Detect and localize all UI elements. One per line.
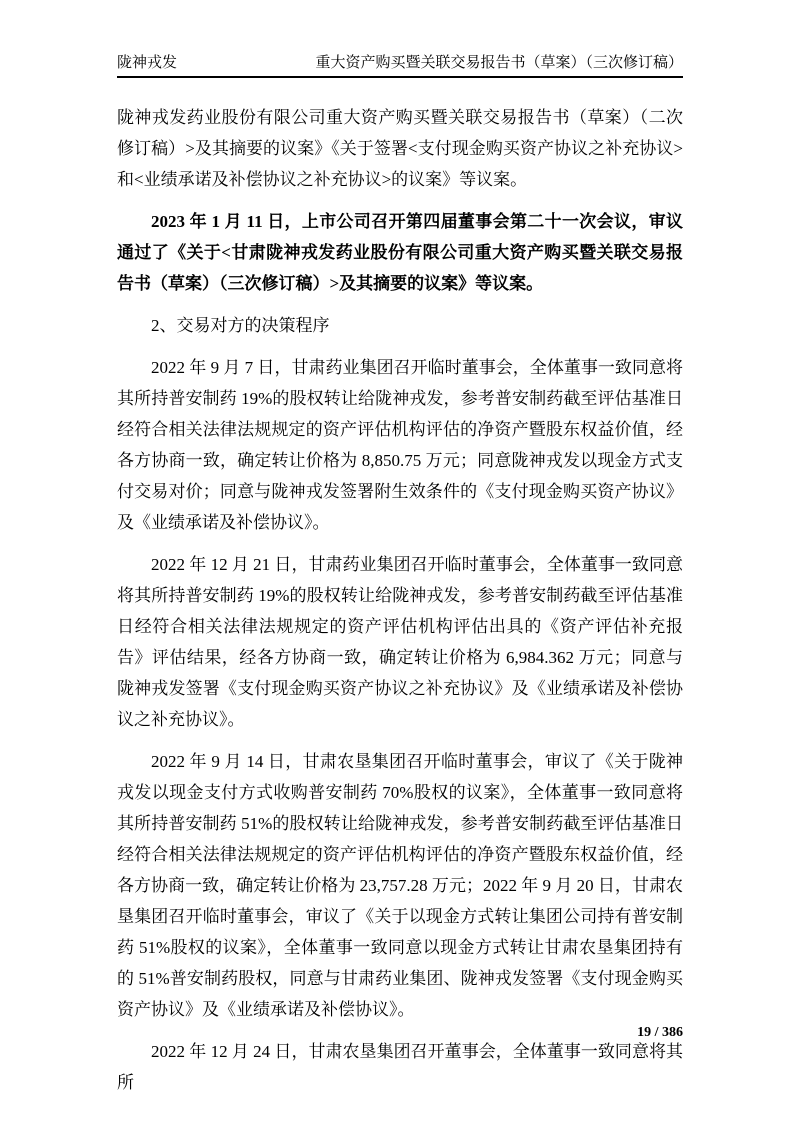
paragraph-gansu-pharma-dec21: 2022 年 12 月 21 日，甘肃药业集团召开临时董事会，全体董事一致同意将其所持普安制药 19%的股权转让给陇神戎发，参考普安制药截至评估基准日经符合相关法律法规规定的资产评估机构评估出具的《资产评估补充报告》评估结果，经各方协商一致，确定转让价格为 6,984.362 万元；同意与陇神戎发签署《支付现金购买资产协议之补充协议》及《业绩承诺及补偿协议之补充协议》。 bbox=[117, 555, 683, 729]
header-document-title: 重大资产购买暨关联交易报告书（草案）（三次修订稿） bbox=[315, 55, 683, 71]
document-body bbox=[117, 102, 683, 1098]
paragraph-bold-board-resolution: 2023 年 1 月 11 日，上市公司召开第四届董事会第二十一次会议，审议通过了《关于<甘肃陇神戎发药业股份有限公司重大资产购买暨关联交易报告书（草案）（三次修订稿）>及其摘要的议案》等议案。 bbox=[117, 212, 683, 293]
paragraph-continuation: 陇神戎发药业股份有限公司重大资产购买暨关联交易报告书（草案）（二次修订稿）>及其摘要的议案》《关于签署<支付现金购买资产协议之补充协议>和<业绩承诺及补偿协议之补充协议>的议案》等议案。 bbox=[117, 108, 683, 189]
paragraph-gansu-nongken-dec24: 2022 年 12 月 24 日，甘肃农垦集团召开董事会，全体董事一致同意将其所 bbox=[117, 1042, 683, 1092]
page-number: 19 / 386 bbox=[637, 1025, 683, 1040]
header-company-name: 陇神戎发 bbox=[117, 55, 178, 71]
paragraph-gansu-pharma-sep7: 2022 年 9 月 7 日，甘肃药业集团召开临时董事会，全体董事一致同意将其所持普安制药 19%的股权转让给陇神戎发，参考普安制药截至评估基准日经符合相关法律法规规定的资产评估机构评估的净资产暨股东权益价值，经各方协商一致，确定转让价格为 8,850.75 万元；同意陇神戎发以现金方式支付交易对价；同意与陇神戎发签署附生效条件的《支付现金购买资产协议》及《业绩承诺及补偿协议》。 bbox=[117, 358, 683, 532]
paragraph-gansu-nongken-sep14: 2022 年 9 月 14 日，甘肃农垦集团召开临时董事会，审议了《关于陇神戎发以现金支付方式收购普安制药 70%股权的议案》，全体董事一致同意将其所持普安制药 51%的股权转让给陇神戎发，参考普安制药截至评估基准日经符合相关法律法规规定的资产评估机构评估的净资产暨股东权益价值，经各方协商一致，确定转让价格为 23,757.28 万元；2022 年 9 月 20 日，甘肃农垦集团召开临时董事会，审议了《关于以现金方式转让集团公司持有普安制药 51%股权的议案》，全体董事一致同意以现金方式转让甘肃农垦集团持有的 51%普安制药股权，同意与甘肃药业集团、陇神戎发签署《支付现金购买资产协议》及《业绩承诺及补偿协议》。 bbox=[117, 752, 683, 1019]
section-heading-counterparty-decision-process: 2、交易对方的决策程序 bbox=[151, 316, 330, 335]
page-header bbox=[117, 0, 683, 78]
